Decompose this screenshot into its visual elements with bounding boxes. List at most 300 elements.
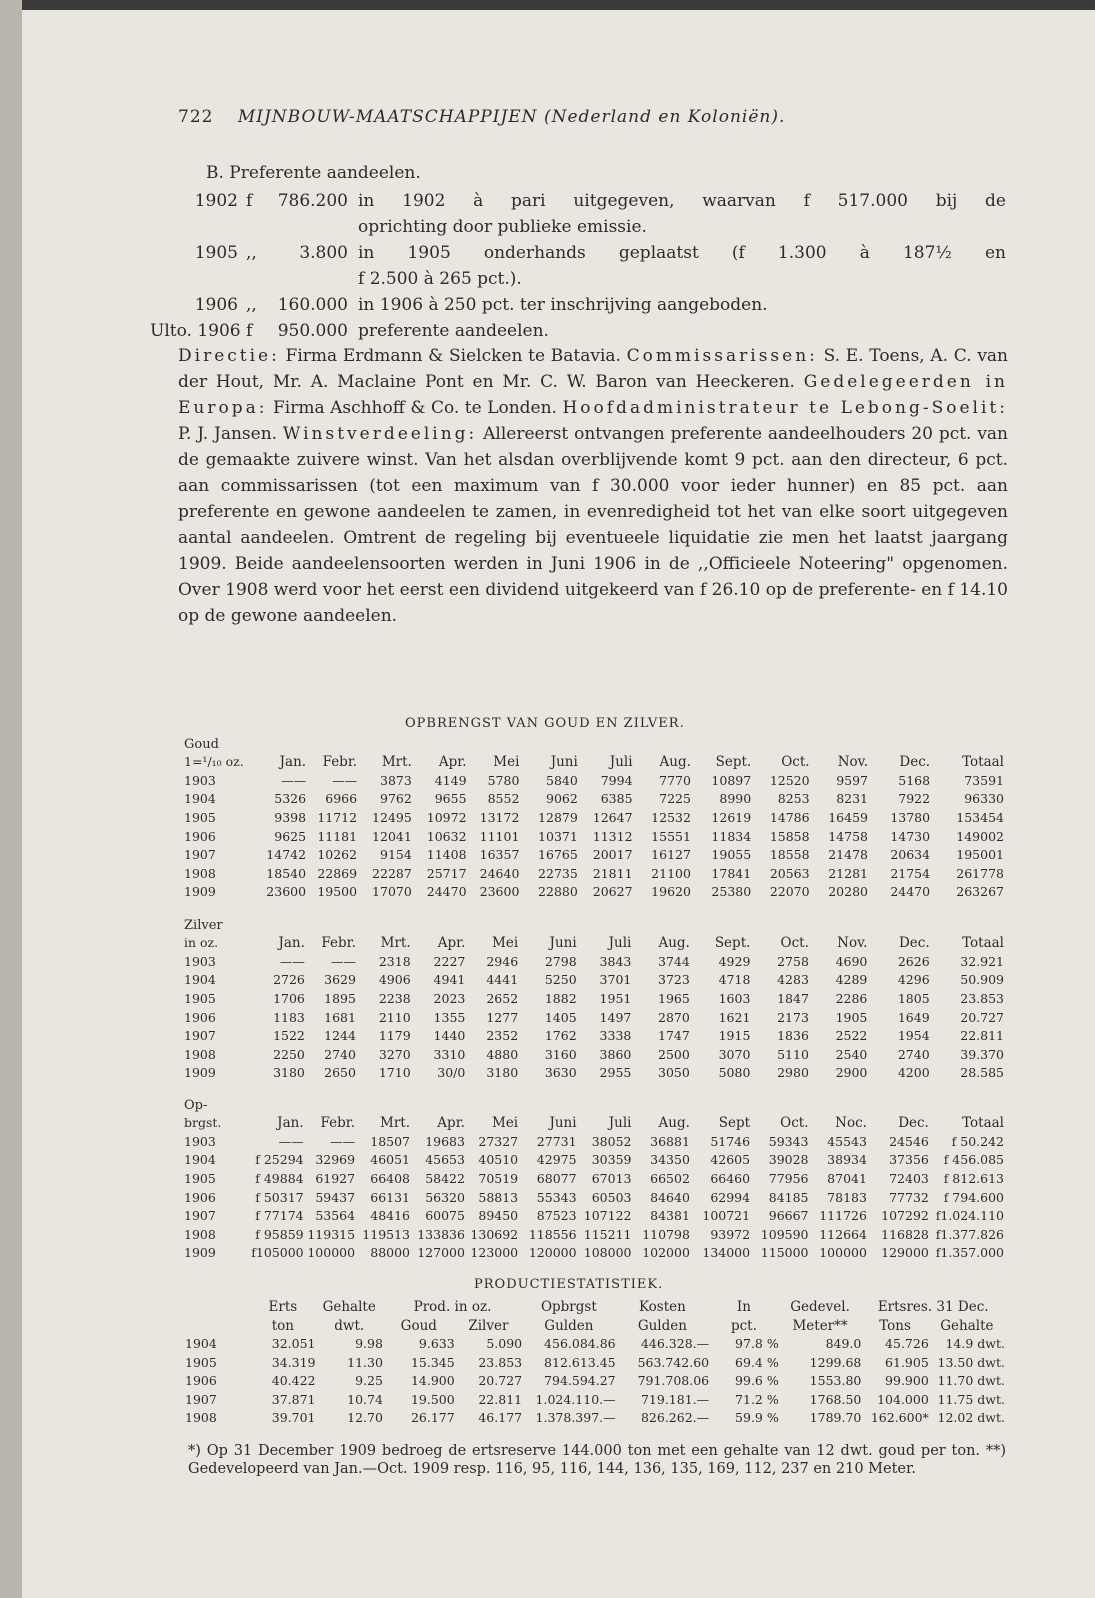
column-header: Gehalte xyxy=(322,1299,376,1316)
value-cell: 89450 xyxy=(478,1208,519,1224)
column-header: Totaal xyxy=(962,753,1004,770)
value-cell: —— xyxy=(332,772,358,788)
value-cell: 21754 xyxy=(890,865,931,881)
column-header: Apr. xyxy=(437,1114,465,1131)
value-cell: 1710 xyxy=(378,1065,411,1081)
value-cell: 1621 xyxy=(718,1009,751,1025)
column-header: Dec. xyxy=(898,1114,929,1131)
value-cell: 7922 xyxy=(898,791,931,807)
value-cell: 18540 xyxy=(266,865,307,881)
row-label-header: brgst. xyxy=(184,1115,222,1130)
gedelegeerden-text: Firma Aschhoff & Co. te Londen. xyxy=(267,398,563,418)
table-row xyxy=(184,790,1004,809)
value-cell: 2500 xyxy=(658,1046,690,1062)
value-cell: 61927 xyxy=(315,1170,356,1186)
value-cell: 72403 xyxy=(889,1170,929,1186)
value-cell: 102000 xyxy=(642,1245,690,1261)
column-header: Dec. xyxy=(898,934,930,951)
column-header: Juni xyxy=(549,934,577,951)
zilver-label: Zilver xyxy=(184,918,223,933)
value-cell: 18507 xyxy=(370,1133,411,1149)
emission-row xyxy=(176,188,1006,214)
value-cell: 1179 xyxy=(378,1028,411,1044)
column-header: Totaal xyxy=(962,1114,1004,1131)
table-row xyxy=(184,827,1004,846)
column-subheader: Meter** xyxy=(792,1317,848,1334)
directie-heading: Directie: xyxy=(178,346,280,366)
table-row xyxy=(184,1244,1004,1263)
value-cell: 27327 xyxy=(478,1133,519,1149)
value-cell: 133836 xyxy=(417,1226,465,1242)
value-cell: 115000 xyxy=(760,1245,809,1261)
value-cell: 719.181.— xyxy=(640,1391,710,1407)
value-cell: 4718 xyxy=(718,972,751,988)
value-cell: 71.2 % xyxy=(735,1391,779,1407)
value-cell: f 50.242 xyxy=(951,1133,1004,1149)
column-header: Juli xyxy=(608,934,632,951)
value-cell: 10262 xyxy=(317,847,358,863)
value-cell: 1805 xyxy=(897,990,930,1006)
year-cell: 1909 xyxy=(184,1065,216,1081)
value-cell: f 95859 xyxy=(255,1226,304,1242)
value-cell: 24470 xyxy=(890,884,931,900)
company-paragraph xyxy=(178,343,1008,629)
value-cell: 1522 xyxy=(273,1028,305,1044)
value-cell: 21100 xyxy=(651,865,691,881)
value-cell: 14.900 xyxy=(410,1373,455,1389)
value-cell: 263267 xyxy=(956,884,1004,900)
column-header: Gedevel. xyxy=(790,1299,850,1316)
table-row xyxy=(184,952,1004,971)
value-cell: 40.422 xyxy=(271,1373,316,1389)
year-cell: 1907 xyxy=(184,1028,216,1044)
emission-amount: 160.000 xyxy=(277,295,348,315)
value-cell: 12.02 dwt. xyxy=(937,1410,1005,1426)
value-cell: 8990 xyxy=(719,791,752,807)
value-cell: 4289 xyxy=(835,972,868,988)
value-cell: 32.051 xyxy=(271,1336,316,1352)
value-cell: 93972 xyxy=(710,1226,751,1242)
value-cell: 50.909 xyxy=(960,972,1004,988)
value-cell: 22.811 xyxy=(960,1028,1004,1044)
administrateur-text: P. J. Jansen. xyxy=(178,424,283,444)
value-cell: f1.357.000 xyxy=(935,1245,1004,1261)
emission-year: 1905 xyxy=(194,243,238,263)
value-cell: 16765 xyxy=(538,847,578,863)
value-cell: 37356 xyxy=(889,1152,929,1168)
value-cell: 55343 xyxy=(536,1189,577,1205)
value-cell: 2626 xyxy=(897,953,930,969)
value-cell: 10.74 xyxy=(347,1391,383,1407)
value-cell: 30359 xyxy=(591,1152,632,1168)
value-cell: 120000 xyxy=(528,1245,577,1261)
value-cell: 2173 xyxy=(777,1009,809,1025)
value-cell: 112664 xyxy=(819,1226,867,1242)
value-cell: 14786 xyxy=(769,809,810,825)
column-header: Aug. xyxy=(658,1114,690,1131)
column-header: Oct. xyxy=(781,753,810,770)
emission-text-cont: f 2.500 à 265 pct.). xyxy=(358,269,522,289)
value-cell: 2227 xyxy=(433,953,466,969)
value-cell: 20627 xyxy=(592,884,633,900)
year-cell: 1904 xyxy=(184,1152,216,1168)
emission-currency: f xyxy=(246,191,253,211)
value-cell: 104.000 xyxy=(877,1391,929,1407)
value-cell: 110798 xyxy=(642,1226,690,1242)
value-cell: 99.6 % xyxy=(735,1373,779,1389)
value-cell: 1244 xyxy=(324,1028,356,1044)
value-cell: 22070 xyxy=(769,884,810,900)
value-cell: 3630 xyxy=(544,1065,577,1081)
value-cell: 1553.80 xyxy=(809,1373,862,1389)
year-cell: 1907 xyxy=(184,1208,216,1224)
value-cell: 9597 xyxy=(836,772,868,788)
value-cell: 4200 xyxy=(897,1065,930,1081)
column-header: Mrt. xyxy=(380,934,411,951)
year-cell: 1905 xyxy=(185,1354,217,1370)
value-cell: 9625 xyxy=(274,828,307,844)
year-cell: 1903 xyxy=(184,1133,216,1149)
header-row xyxy=(184,1113,1004,1132)
value-cell: 24546 xyxy=(889,1133,929,1149)
value-cell: 2798 xyxy=(544,953,577,969)
value-cell: 3860 xyxy=(599,1046,632,1062)
value-cell: 21811 xyxy=(592,865,633,881)
table-row xyxy=(185,1390,1005,1408)
column-header: Mrt. xyxy=(380,1114,411,1131)
value-cell: 8552 xyxy=(487,791,520,807)
column-header: Mei xyxy=(492,934,519,951)
emission-amount: 3.800 xyxy=(299,243,348,263)
value-cell: 1355 xyxy=(433,1009,466,1025)
column-header: Febr. xyxy=(320,1114,356,1131)
value-cell: 1951 xyxy=(599,990,632,1006)
value-cell: 4283 xyxy=(777,972,809,988)
table-row xyxy=(184,1188,1004,1207)
value-cell: 1440 xyxy=(433,1028,466,1044)
value-cell: 1299.68 xyxy=(809,1354,862,1370)
value-cell: 3701 xyxy=(599,972,632,988)
directie-text: Firma Erdmann & Sielcken te Batavia. xyxy=(279,346,627,366)
value-cell: 10897 xyxy=(711,772,752,788)
row-label-header: 1=¹/₁₀ oz. xyxy=(184,754,244,769)
value-cell: 791.708.06 xyxy=(637,1373,710,1389)
value-cell: 17841 xyxy=(711,865,752,881)
year-cell: 1905 xyxy=(184,990,216,1006)
value-cell: 51746 xyxy=(710,1133,751,1149)
value-cell: 62994 xyxy=(710,1189,751,1205)
value-cell: 4296 xyxy=(897,972,930,988)
value-cell: 9762 xyxy=(380,791,412,807)
value-cell: 1905 xyxy=(835,1009,868,1025)
value-cell: f 50317 xyxy=(255,1189,304,1205)
value-cell: 1762 xyxy=(544,1028,577,1044)
value-cell: 2286 xyxy=(835,990,868,1006)
emission-row xyxy=(176,266,1006,292)
value-cell: 11712 xyxy=(317,809,358,825)
value-cell: 9.633 xyxy=(418,1336,455,1352)
value-cell: 56320 xyxy=(425,1189,465,1205)
value-cell: 4929 xyxy=(718,953,751,969)
column-header: Noc. xyxy=(835,1114,867,1131)
value-cell: 261778 xyxy=(956,865,1004,881)
value-cell: 1915 xyxy=(718,1028,751,1044)
value-cell: 5080 xyxy=(718,1065,751,1081)
value-cell: —— xyxy=(278,1133,304,1149)
value-cell: 1649 xyxy=(897,1009,930,1025)
value-cell: 67013 xyxy=(591,1170,632,1186)
value-cell: 3180 xyxy=(273,1065,305,1081)
value-cell: 78183 xyxy=(827,1189,867,1205)
year-cell: 1908 xyxy=(184,865,216,881)
section-caption: B. Preferente aandeelen. xyxy=(206,163,421,183)
value-cell: 36881 xyxy=(650,1133,690,1149)
value-cell: 10632 xyxy=(426,828,467,844)
value-cell: f1.377.826 xyxy=(935,1226,1004,1242)
column-header: Dec. xyxy=(899,753,931,770)
column-header: Juli xyxy=(608,1114,632,1131)
header-row xyxy=(185,1316,1005,1334)
value-cell: 149002 xyxy=(956,828,1004,844)
zilver-table xyxy=(184,933,1004,1082)
column-header: Jan. xyxy=(278,934,305,951)
value-cell: 19500 xyxy=(317,884,358,900)
value-cell: 153454 xyxy=(956,809,1004,825)
value-cell: 23.853 xyxy=(478,1354,523,1370)
emission-currency: f xyxy=(246,321,253,341)
header-row xyxy=(184,933,1004,952)
column-header: Juli xyxy=(609,753,633,770)
column-header: Oct. xyxy=(780,934,809,951)
year-cell: 1903 xyxy=(184,953,216,969)
value-cell: 26.177 xyxy=(410,1410,455,1426)
value-cell: 16459 xyxy=(828,809,868,825)
value-cell: 59.9 % xyxy=(735,1410,779,1426)
value-cell: 1405 xyxy=(544,1009,577,1025)
column-header: Febr. xyxy=(322,753,358,770)
emission-list xyxy=(150,188,1006,344)
value-cell: 10371 xyxy=(538,828,578,844)
value-cell: 42605 xyxy=(710,1152,751,1168)
value-cell: 11.30 xyxy=(347,1354,383,1370)
value-cell: 23600 xyxy=(266,884,307,900)
value-cell: 77732 xyxy=(889,1189,929,1205)
column-header: Ertsres. 31 Dec. xyxy=(877,1299,989,1316)
value-cell: 13780 xyxy=(890,809,931,825)
value-cell: 2870 xyxy=(658,1009,690,1025)
value-cell: 11408 xyxy=(426,847,467,863)
emission-year: 1906 xyxy=(194,295,238,315)
value-cell: 9655 xyxy=(434,791,467,807)
value-cell: 97.8 % xyxy=(735,1336,779,1352)
table-row xyxy=(185,1353,1005,1371)
column-header: Jan. xyxy=(277,1114,304,1131)
value-cell: 45543 xyxy=(827,1133,867,1149)
value-cell: 4880 xyxy=(486,1046,519,1062)
value-cell: 84381 xyxy=(650,1208,690,1224)
table-row xyxy=(184,1008,1004,1027)
value-cell: 1603 xyxy=(718,990,751,1006)
value-cell: 2023 xyxy=(433,990,466,1006)
productie-title: PRODUCTIESTATISTIEK. xyxy=(474,1277,664,1292)
opbrgst-label: Op- xyxy=(184,1098,208,1113)
page-number: 722 xyxy=(178,107,214,127)
header-row xyxy=(185,1298,1005,1316)
value-cell: 34350 xyxy=(650,1152,690,1168)
value-cell: 7225 xyxy=(659,791,691,807)
value-cell: —— xyxy=(279,953,305,969)
year-cell: 1904 xyxy=(185,1336,217,1352)
value-cell: 9154 xyxy=(380,847,412,863)
value-cell: 4441 xyxy=(486,972,519,988)
emission-text: in 1906 à 250 pct. ter inschrijving aangeboden. xyxy=(358,295,768,315)
value-cell: 2522 xyxy=(835,1028,868,1044)
column-subheader: pct. xyxy=(730,1317,757,1334)
value-cell: f 25294 xyxy=(255,1152,304,1168)
value-cell: 107122 xyxy=(583,1208,632,1224)
emission-currency: ,, xyxy=(246,243,257,263)
value-cell: 45.726 xyxy=(885,1336,929,1352)
value-cell: 1706 xyxy=(273,990,305,1006)
value-cell: 11834 xyxy=(711,828,752,844)
value-cell: 19055 xyxy=(711,847,752,863)
column-subheader: Gulden xyxy=(544,1317,594,1334)
value-cell: 5250 xyxy=(544,972,577,988)
value-cell: f105000 xyxy=(251,1245,304,1261)
year-cell: 1906 xyxy=(184,1189,216,1205)
value-cell: 2946 xyxy=(486,953,519,969)
value-cell: 11181 xyxy=(317,828,358,844)
value-cell: 32969 xyxy=(315,1152,356,1168)
blank-cell xyxy=(185,1316,250,1334)
column-header: Oct. xyxy=(780,1114,809,1131)
table-row xyxy=(185,1372,1005,1390)
column-header: Mrt. xyxy=(381,753,412,770)
opbrgst-table xyxy=(184,1113,1004,1262)
value-cell: 14758 xyxy=(828,828,868,844)
opbrengst-title: OPBRENGST VAN GOUD EN ZILVER. xyxy=(405,716,685,731)
value-cell: 2726 xyxy=(273,972,305,988)
value-cell: 108000 xyxy=(583,1245,632,1261)
value-cell: 3873 xyxy=(380,772,412,788)
value-cell: 13.50 dwt. xyxy=(937,1354,1005,1370)
value-cell: 34.319 xyxy=(271,1354,316,1370)
value-cell: 68077 xyxy=(536,1170,577,1186)
value-cell: 46.177 xyxy=(478,1410,523,1426)
value-cell: 1789.70 xyxy=(809,1410,862,1426)
value-cell: 22735 xyxy=(538,865,578,881)
value-cell: 99.900 xyxy=(885,1373,929,1389)
value-cell: 109590 xyxy=(760,1226,809,1242)
emission-year: Ulto. 1906 xyxy=(150,321,241,341)
value-cell: 111726 xyxy=(819,1208,867,1224)
value-cell: 38052 xyxy=(591,1133,632,1149)
value-cell: 1882 xyxy=(544,990,577,1006)
value-cell: 2740 xyxy=(324,1046,356,1062)
value-cell: 23.853 xyxy=(960,990,1004,1006)
column-header: Prod. in oz. xyxy=(413,1299,492,1316)
value-cell: 129000 xyxy=(881,1245,929,1261)
value-cell: 84185 xyxy=(768,1189,809,1205)
column-header: Aug. xyxy=(659,753,691,770)
emission-row xyxy=(176,240,1006,266)
value-cell: 87041 xyxy=(827,1170,867,1186)
column-header: Mei xyxy=(492,1114,519,1131)
value-cell: 5168 xyxy=(898,772,931,788)
value-cell: 9.98 xyxy=(355,1336,383,1352)
value-cell: 1183 xyxy=(273,1009,305,1025)
column-subheader: Zilver xyxy=(468,1317,509,1334)
year-cell: 1907 xyxy=(184,847,216,863)
footnote: *) Op 31 December 1909 bedroeg de ertsreserve 144.000 ton met een gehalte van 12 dwt. goud per ton. **) Gedevelopeerd van Jan.—Oct. 1909 resp. 116, 95, 116, 144, 136, 135, 169, 112, 237 en 210 Meter. xyxy=(188,1443,1006,1477)
value-cell: 3723 xyxy=(658,972,690,988)
column-header: Sept xyxy=(718,1114,751,1131)
table-row xyxy=(184,1206,1004,1225)
table-row xyxy=(185,1335,1005,1353)
value-cell: 66131 xyxy=(370,1189,411,1205)
value-cell: 32.921 xyxy=(960,953,1004,969)
value-cell: 3338 xyxy=(599,1028,632,1044)
value-cell: 15551 xyxy=(651,828,691,844)
value-cell: 1747 xyxy=(658,1028,690,1044)
value-cell: 12.70 xyxy=(347,1410,383,1426)
value-cell: 3629 xyxy=(324,972,356,988)
column-header: Apr. xyxy=(437,934,466,951)
value-cell: 24640 xyxy=(479,865,520,881)
table-row xyxy=(184,864,1004,883)
column-header: Totaal xyxy=(962,934,1004,951)
value-cell: 14730 xyxy=(890,828,931,844)
administrateur-heading: Hoofdadministrateur te Lebong-Soelit: xyxy=(562,398,1008,418)
value-cell: 25380 xyxy=(711,884,752,900)
column-subheader: Goud xyxy=(400,1317,437,1334)
year-cell: 1908 xyxy=(184,1226,216,1242)
year-cell: 1907 xyxy=(185,1391,217,1407)
value-cell: 42975 xyxy=(536,1152,577,1168)
table-row xyxy=(184,1151,1004,1170)
value-cell: 59343 xyxy=(768,1133,809,1149)
value-cell: 96667 xyxy=(768,1208,809,1224)
value-cell: 849.0 xyxy=(825,1336,862,1352)
emission-text-cont: oprichting door publieke emissie. xyxy=(358,217,647,237)
value-cell: 60075 xyxy=(425,1208,465,1224)
value-cell: 66408 xyxy=(370,1170,411,1186)
year-cell: 1904 xyxy=(184,791,216,807)
value-cell: 9398 xyxy=(274,809,307,825)
productie-table xyxy=(185,1298,1005,1427)
year-cell: 1906 xyxy=(184,1009,216,1025)
table-row xyxy=(184,1225,1004,1244)
value-cell: 4906 xyxy=(378,972,411,988)
column-header: Mei xyxy=(493,753,520,770)
value-cell: 134000 xyxy=(702,1245,751,1261)
value-cell: 12520 xyxy=(769,772,810,788)
row-label-header: in oz. xyxy=(184,935,219,950)
value-cell: 61.905 xyxy=(885,1354,929,1370)
value-cell: 7994 xyxy=(600,772,633,788)
table-row xyxy=(184,771,1004,790)
column-header: Kosten xyxy=(638,1299,686,1316)
value-cell: 1681 xyxy=(324,1009,356,1025)
value-cell: 28.585 xyxy=(960,1065,1004,1081)
table-row xyxy=(184,1169,1004,1188)
value-cell: 12647 xyxy=(592,809,633,825)
value-cell: 1497 xyxy=(599,1009,632,1025)
value-cell: 20017 xyxy=(592,847,633,863)
column-header: Opbrgst xyxy=(540,1299,597,1316)
value-cell: f 794.600 xyxy=(943,1189,1004,1205)
value-cell: 66460 xyxy=(710,1170,751,1186)
